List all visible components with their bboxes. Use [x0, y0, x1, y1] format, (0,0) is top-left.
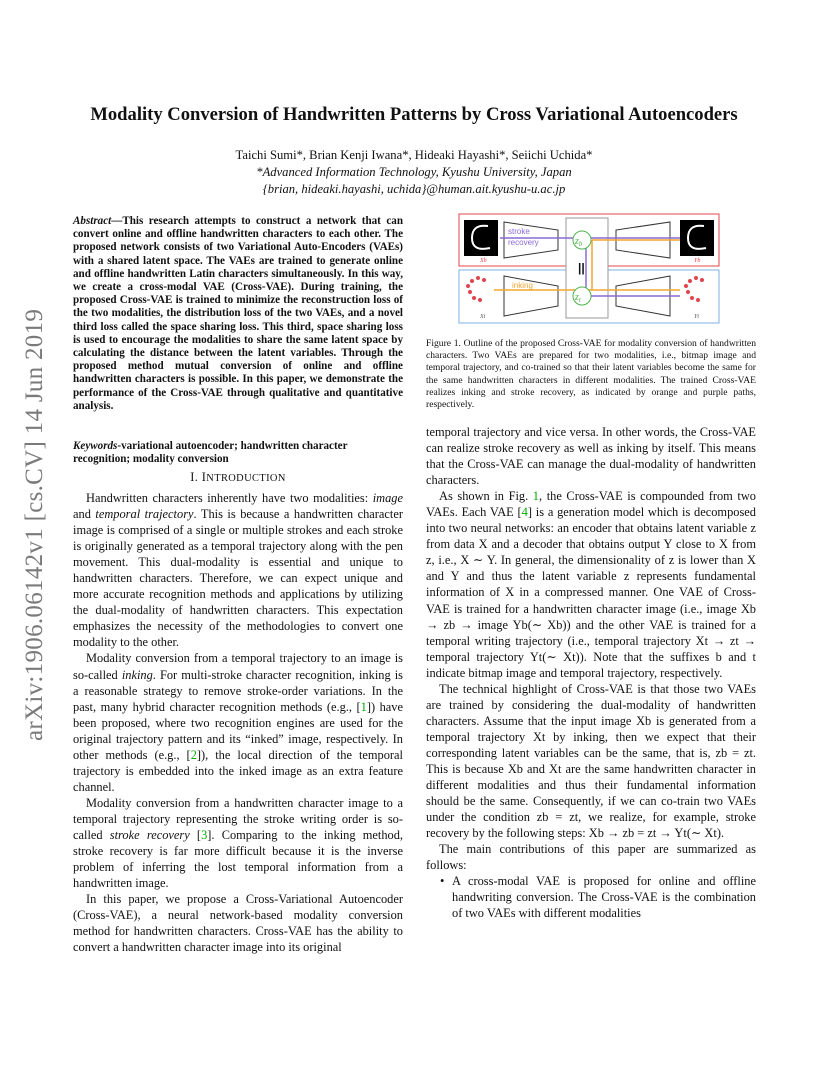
paper-title: Modality Conversion of Handwritten Patterns by Cross Variational Autoencoders — [90, 104, 738, 125]
svg-text:zt: $z_t$ — [575, 292, 581, 304]
paragraph: temporal trajectory and vice versa. In other words, the Cross-VAE can realize stroke recovery as well as inking by itself. This means that the Cross-VAE can manage the dual-modality of handwritten characters. — [426, 425, 756, 488]
svg-text:Yt: Yt — [694, 314, 700, 320]
paragraph: As shown in Fig. 1, the Cross-VAE is compounded from two VAEs. Each VAE [4] is a generation model which is decomposed into two neural networks: an encoder that obtains latent variable z from data X and a decoder that obtains output Y close to X from z, i.e., X ∼ Y. In general, the dimensionality of z is lower than X and Y and thus the latent variable z represents fundamental information of X in a compressed manner. One VAE of Cross-VAE is trained for a handwritten character image (i.e., image Xb → zb → image Yb(∼ Xb)) and the other VAE is trained for a temporal writing trajectory (i.e., temporal trajectory Xt → zt → temporal trajectory Yt(∼ Xt)). Note that the suffixes b and t indicate bitmap image and temporal trajectory, respectively. — [426, 489, 757, 680]
left-column-body — [73, 490, 403, 955]
paragraph: Handwritten characters inherently have two modalities: image and temporal trajectory. This is because a handwritten character image is comprised of a single or multiple strokes and each stroke is originally generated as a temporal trajectory along with the pen movement. This dual-modality is essential and unique to handwritten characters. Therefore, we can expect unique and more accurate recognition methods and applications by utilizing the dual-modality of handwritten characters. This expectation emphasizes the necessity of the methodologies to convert one modality to the other. — [73, 491, 403, 650]
author-list: Taichi Sumi*, Brian Kenji Iwana*, Hideaki Hayashi*, Seiichi Uchida* — [235, 148, 593, 162]
arxiv-sidebar — [2, 285, 54, 745]
citation-link[interactable]: 3 — [201, 827, 208, 842]
keywords — [73, 440, 403, 466]
arxiv-identifier: arXiv:1906.06142v1 [cs.CV] 14 Jun 2019 — [21, 308, 48, 741]
figure-1-diagram — [458, 212, 722, 326]
section-heading: I. INTRODUCTION — [190, 470, 286, 484]
affiliation: *Advanced Information Technology, Kyushu University, Japan — [256, 165, 572, 179]
svg-text:inking: inking — [512, 281, 533, 290]
paragraph: Modality conversion from a handwritten character image to a temporal trajectory representing the stroke writing order is so-called stroke recovery [3]. Comparing to the inking method, stroke recovery is far more difficult because it is the inverse problem of inferring the lost temporal information from a handwritten image. — [73, 795, 404, 891]
keywords-lead: Keywords — [73, 440, 118, 452]
svg-text:Xt: Xt — [480, 314, 486, 320]
bullet-text: A cross-modal VAE is proposed for online and offline handwriting conversion. The Cross-VAE is the combination of two VAEs with different modalities — [452, 874, 756, 921]
svg-text:Xb: Xb — [480, 258, 487, 264]
citation-link[interactable]: 2 — [190, 747, 197, 762]
bullet-dot: • — [440, 874, 445, 889]
figure-1-caption: Figure 1. Outline of the proposed Cross-VAE for modality conversion of handwritten characters. Two VAEs are prepared for two modalities, i.e., bitmap image and temporal trajectory, and co-trained so that their latent variables become the same for the same handwritten characters in different modalities. The trained Cross-VAE realizes inking and stroke recovery, as indicated by orange and purple paths, respectively. — [426, 338, 756, 411]
svg-text:||: || — [578, 261, 585, 275]
abstract — [73, 215, 403, 413]
citation-link[interactable]: 4 — [521, 505, 528, 520]
keywords-text: -variational autoencoder; handwritten character recognition; modality conversion — [73, 440, 348, 466]
contribution-bullet — [426, 873, 756, 921]
abstract-lead: Abstract — [73, 215, 112, 227]
paragraph: The technical highlight of Cross-VAE is that those two VAEs are trained by considering the dual-modality of handwritten characters. Assume that the input image Xb is generated from a temporal trajectory Xt by inking, then we expect that their corresponding latent variables can be the same, that is, zb = zt. This is because Xb and Xt are the same handwritten character in different modalities and thus their fundamental information should be the same. Consequently, if we can co-train two VAEs under the condition zb = zt, we realize, for example, stroke recovery by the following steps: Xb → zb = zt → Yt(∼ Xt). — [426, 681, 756, 841]
svg-text:recovery: recovery — [508, 238, 539, 247]
svg-text:zb: $z_b$ — [575, 236, 583, 248]
paragraph: In this paper, we propose a Cross-Variational Autoencoder (Cross-VAE), a neural network-based modality conversion method for handwritten characters. Cross-VAE has the ability to convert a handwritten character image into its original — [73, 892, 403, 955]
svg-text:stroke: stroke — [508, 227, 530, 236]
right-column-body — [426, 424, 756, 921]
citation-link[interactable]: 1 — [360, 699, 367, 714]
author-emails: {brian, hideaki.hayashi, uchida}@human.ait.kyushu-u.ac.jp — [262, 182, 566, 196]
abstract-text: —This research attempts to construct a network that can convert online and offline handwritten characters to each other. The proposed network consists of two Variational Auto-Encoders (VAEs) with a shared latent space. The VAEs are trained to generate online and offline handwritten Latin characters simultaneously. In this way, we create a cross-modal VAE (Cross-VAE). During training, the proposed Cross-VAE is trained to minimize the reconstruction loss of the two modalities, the distribution loss of the two VAEs, and a novel third loss called the space sharing loss. This third, space sharing loss is used to encourage the modalities to share the same latent space by calculating the distance between the latent variables. Through the proposed method mutual conversion of online and offline handwritten characters is possible. In this paper, we demonstrate the performance of the Cross-VAE through qualitative and quantitative analysis. — [73, 215, 403, 412]
svg-text:Yb: Yb — [694, 258, 701, 264]
paragraph: The main contributions of this paper are summarized as follows: — [426, 842, 756, 873]
figure-link[interactable]: 1 — [532, 489, 539, 504]
paragraph: Modality conversion from a temporal trajectory to an image is so-called inking. For multi-stroke character recognition, inking is a reasonable strategy to remove stroke-order variations. In the past, many hybrid character recognition methods (e.g., [1]) have been proposed, where two recognition engines are used for the original trajectory pattern and its “inked” image, respectively. In other methods (e.g., [2]), the local direction of the temporal trajectory is embedded into the inked image as an extra feature channel. — [73, 651, 403, 794]
